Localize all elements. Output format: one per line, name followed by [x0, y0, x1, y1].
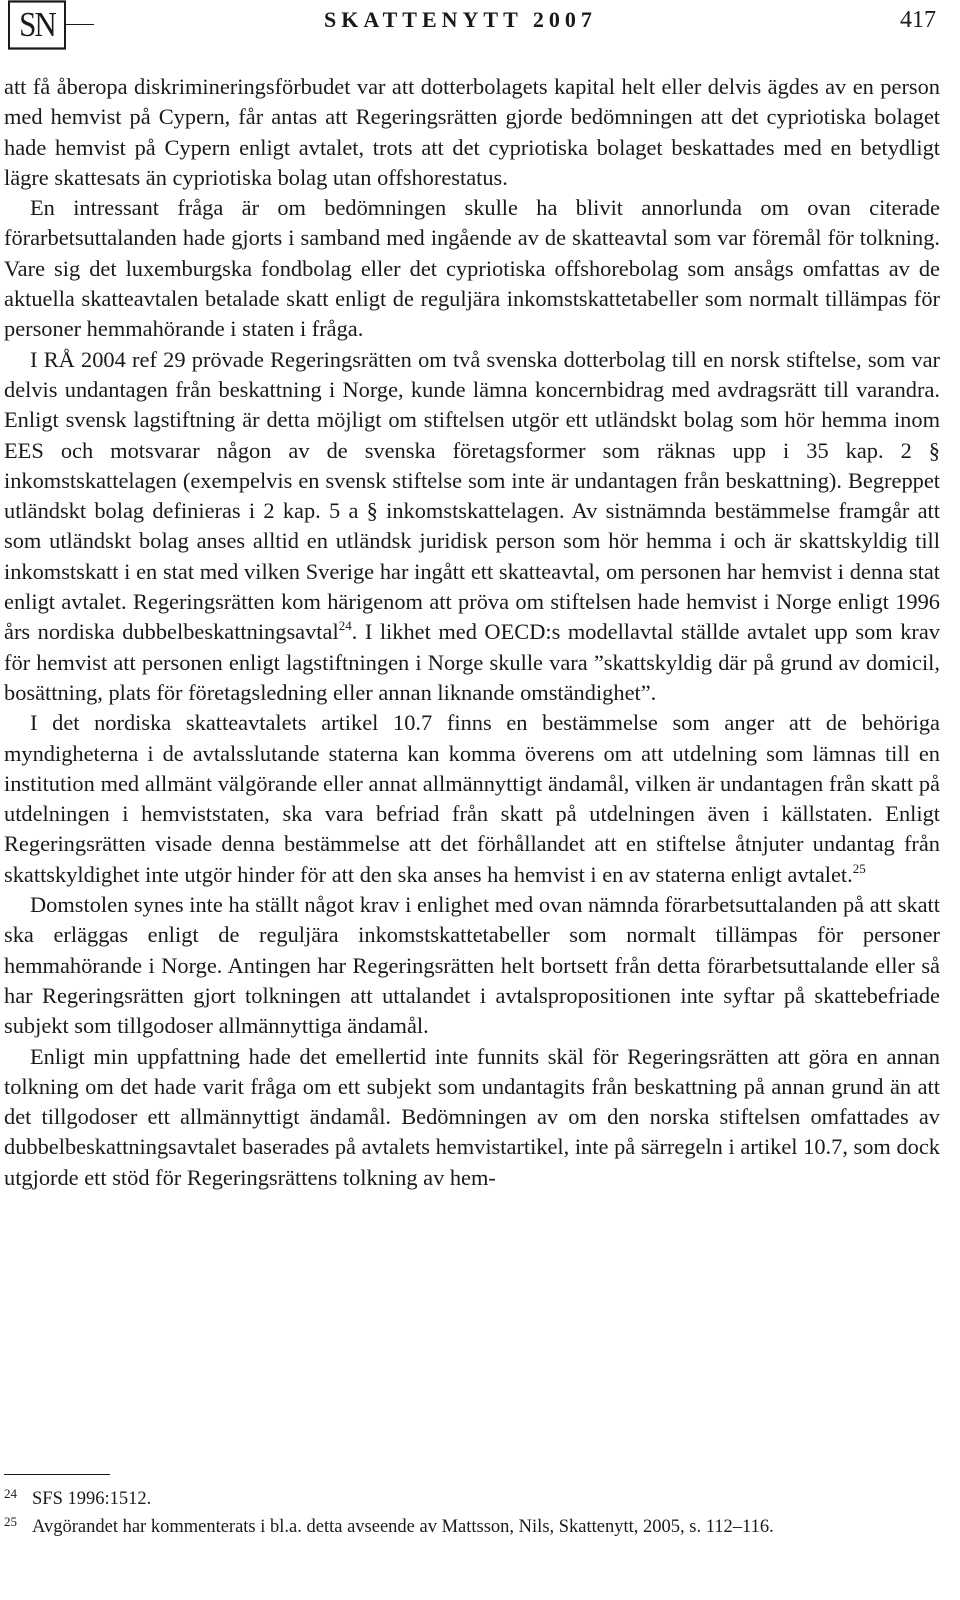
footnote-number: 24 — [4, 1486, 17, 1501]
footnote-separator — [4, 1474, 110, 1475]
footnote-text: Avgörandet har kommenterats i bl.a. detta avseende av Mattsson, Nils, Skattenytt, 2005, s. 112–116. — [32, 1517, 774, 1537]
article-body — [4, 72, 940, 1193]
footnote-24 — [4, 1486, 940, 1512]
paragraph-2: En intressant fråga är om bedömningen skulle ha blivit annorlunda om ovan citerade förarbetsuttalanden hade gjorts i samband med ingående av de skatteavtal som var föremål för tolkning. Vare sig det luxemburgska fondbolag eller det cypriotiska offshorebolag som ansågs omfattas av de aktuella skatteavtalen betalade skatt enligt de reguljära inkomstskattetabeller som normalt tillämpas för personer hemmahörande i staten i fråga. — [4, 195, 940, 342]
footnote-number: 25 — [4, 1514, 17, 1529]
paragraph-1: att få åberopa diskrimineringsförbudet var att dotterbolagets kapital helt eller delvis ägdes av en person med hemvist på Cypern, får antas att Regeringsrätten gjorde bedömningen att det cypriotiska bolaget hade hemvist på Cypern enligt avtalet, trots att det cypriotiska bolaget beskattades med en betydligt lägre skattesats än cypriotiska bolag utan offshorestatus. — [4, 74, 940, 190]
footnote-ref-25[interactable]: 25 — [852, 860, 866, 876]
paragraph-4-text: I det nordiska skatteavtalets artikel 10.7 finns en bestämmelse som anger att de behöriga myndigheterna i de avtalsslutande staterna kan komma överens om att utdelning som lämnas till en institution med allmänt välgörande eller annat allmännyttigt ändamål, vilken är undantagen från skatt på utdelningen i hemviststaten, ska vara befriad från skatt på utdelningen även i källstaten. Enligt Regeringsrätten visade denna bestämmelse att det förhållandet att en stiftelse åtnjuter undantag från skattskyldighet inte utgör hinder för att den ska anses ha hemvist i en av staterna enligt avtalet. — [4, 710, 940, 887]
page-header — [4, 3, 944, 47]
footnote-ref-24-period: . — [351, 619, 358, 645]
footnote-25 — [4, 1514, 940, 1540]
footnotes — [4, 1486, 940, 1542]
paragraph-3-continued: I likhet med OECD:s modellavtal ställde avtalet upp som krav för hemvist att personen enligt lagstiftningen i Norge skulle vara ”skattskyldig där på grund av domicil, bosättning, plats för företagsledning eller annan liknande omständighet”. — [4, 619, 940, 705]
paragraph-3 — [4, 345, 940, 709]
header-rule — [66, 24, 94, 25]
paragraph-5: Domstolen synes inte ha ställt något krav i enlighet med ovan nämnda förarbetsuttalanden på att skatt ska erläggas enligt de reguljära inkomstskattetabeller som normalt tillämpas för personer hemmahörande i Norge. Antingen har Regeringsrätten helt bortsett från detta förarbetsuttalande eller så har Regeringsrätten gjort tolkningen att uttalandet i avtalspropositionen inte syftar på skattebefriade subjekt som tillgodoser allmännyttiga ändamål. — [4, 892, 940, 1039]
paragraph-4 — [4, 708, 940, 890]
footnote-ref-24[interactable]: 24 — [338, 618, 352, 634]
footnote-text: SFS 1996:1512. — [32, 1489, 152, 1509]
page-number: 417 — [900, 7, 936, 33]
journal-title: SKATTENYTT 2007 — [324, 7, 597, 32]
paragraph-3-text: I RÅ 2004 ref 29 prövade Regeringsrätten om två svenska dotterbolag till en norsk stiftelse, som var delvis undantagen från beskattning i Norge, kunde lämna koncernbidrag med avdragsrätt till varandra. Enligt svensk lagstiftning är detta möjligt om stiftelsen utgör ett utländskt bolag som hör hemma inom EES och motsvarar någon av de svenska företagsformer som räknas upp i 35 kap. 2 § inkomstskattelagen (exempelvis en svensk stiftelse som inte är undantagen från beskattning). Begreppet utländskt bolag definieras i 2 kap. 5 a § inkomstskattelagen. Av sistnämnda bestämmelse framgår att som utländskt bolag anses alltid en utländsk juridisk person som hör hemma i och är skattskyldig till inkomstskatt i en stat med vilken Sverige har ingått ett skatteavtal, om personen har hemvist i denna stat enligt avtalet. Regeringsrätten kom härigenom att pröva om stiftelsen hade hemvist i Norge enligt 1996 års nordiska dubbelbeskattningsavtal — [4, 346, 940, 645]
journal-logo: SN — [8, 0, 66, 49]
paragraph-6: Enligt min uppfattning hade det emellertid inte funnits skäl för Regeringsrätten att göra en annan tolkning om det hade varit fråga om ett subjekt som undantagits från beskattning på annan grund än att det tillgodoser ett allmännyttigt ändamål. Bedömningen av om den norska stiftelsen omfattades av dubbelbeskattningsavtalet baserades på avtalets hemvistartikel, inte på särregeln i artikel 10.7, som dock utgjorde ett stöd för Regeringsrättens tolkning av hem- — [4, 1043, 940, 1190]
